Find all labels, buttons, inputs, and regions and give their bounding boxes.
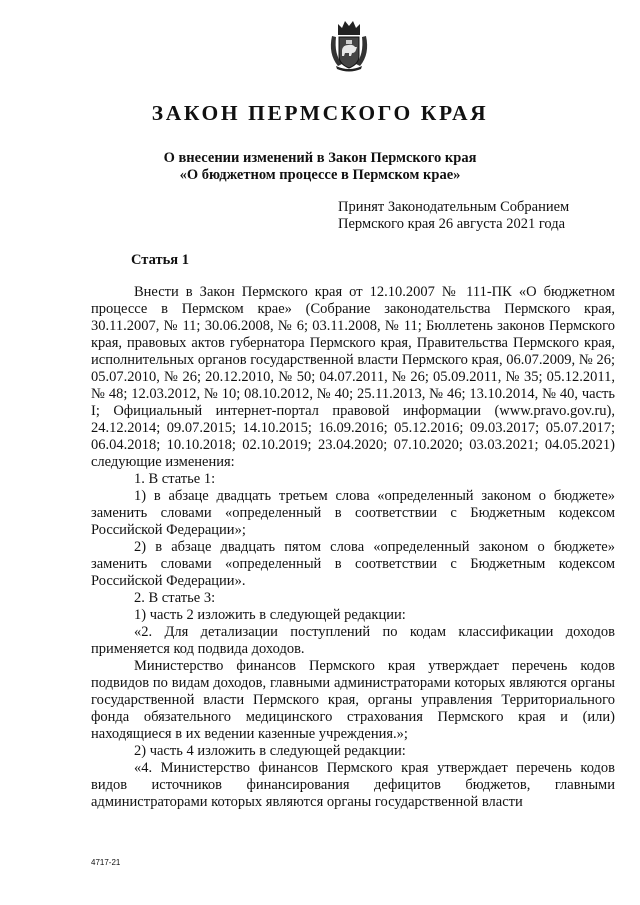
article-paragraph: «2. Для детализации поступлений по кодам классификации доходов применяется код подвида доходов. [91, 624, 615, 657]
coat-of-arms-graphic [326, 18, 372, 72]
law-subtitle [110, 150, 530, 183]
subtitle-line-1: О внесении изменений в Закон Пермского края [163, 150, 477, 166]
article-paragraph: 2) в абзаце двадцать пятом слова «определенный законом о бюджете» заменить словами «определенный в соответствии с Бюджетным кодексом Российской Федерации». [91, 539, 615, 589]
article-paragraph: Внести в Закон Пермского края от 12.10.2007 № 111-ПК «О бюджетном процессе в Пермском крае» (Собрание законодательства Пермского края, 30.11.2007, № 11; 30.06.2008, № 6; 03.11.2008, № 11; Бюллетень законов Пермского края, правовых актов губернатора Пермского края, Правительства Пермского края, исполнительных органов государственной власти Пермского края, 06.07.2009, № 26; 05.07.2010, № 26; 20.12.2010, № 50; 04.07.2011, № 26; 05.09.2011, № 35; 05.12.2011, № 48; 12.03.2012, № 10; 08.10.2012, № 40; 25.11.2013, № 46; 13.10.2014, № 40, часть I; Официальный интернет-портал правовой информации (www.pravo.gov.ru), 24.12.2014; 09.07.2015; 14.10.2015; 16.09.2016; 05.12.2016; 09.03.2017; 05.07.2017; 06.04.2018; 10.10.2018; 02.10.2019; 23.04.2020; 07.10.2020; 03.03.2021; 04.05.2021) следующие изменения: [91, 284, 615, 470]
article-body [91, 284, 615, 811]
article-heading: Статья 1 [131, 252, 189, 268]
law-title: ЗАКОН ПЕРМСКОГО КРАЯ [151, 101, 489, 125]
subtitle-line-2: «О бюджетном процессе в Пермском крае» [179, 166, 461, 183]
adoption-note [338, 199, 638, 232]
article-paragraph: Министерство финансов Пермского края утверждает перечень кодов подвидов по видам доходов, главными администраторами которых являются органы государственной власти Пермского края, органы управления Территориального фонда обязательного медицинского страхования Пермского края и (или) находящиеся в их ведении казенные учреждения.»; [91, 658, 615, 742]
article-paragraph: 1. В статье 1: [134, 471, 216, 487]
document-code: 4717-21 [91, 858, 121, 867]
article-paragraph: «4. Министерство финансов Пермского края утверждает перечень кодов видов источников финансирования дефицитов бюджетов, главными администраторами которых являются органы государственной власти [91, 760, 615, 810]
article-paragraph: 1) часть 2 изложить в следующей редакции: [134, 607, 406, 623]
adoption-line-1: Принят Законодательным Собранием [338, 199, 570, 215]
adoption-line-2: Пермского края 26 августа 2021 года [338, 215, 566, 232]
perm-krai-coat-of-arms-icon [326, 18, 372, 72]
article-paragraph: 2. В статье 3: [134, 590, 216, 606]
article-paragraph: 2) часть 4 изложить в следующей редакции: [134, 743, 406, 759]
article-paragraph: 1) в абзаце двадцать третьем слова «определенный законом о бюджете» заменить словами «определенный в соответствии с Бюджетным кодексом Российской Федерации»; [91, 488, 615, 538]
